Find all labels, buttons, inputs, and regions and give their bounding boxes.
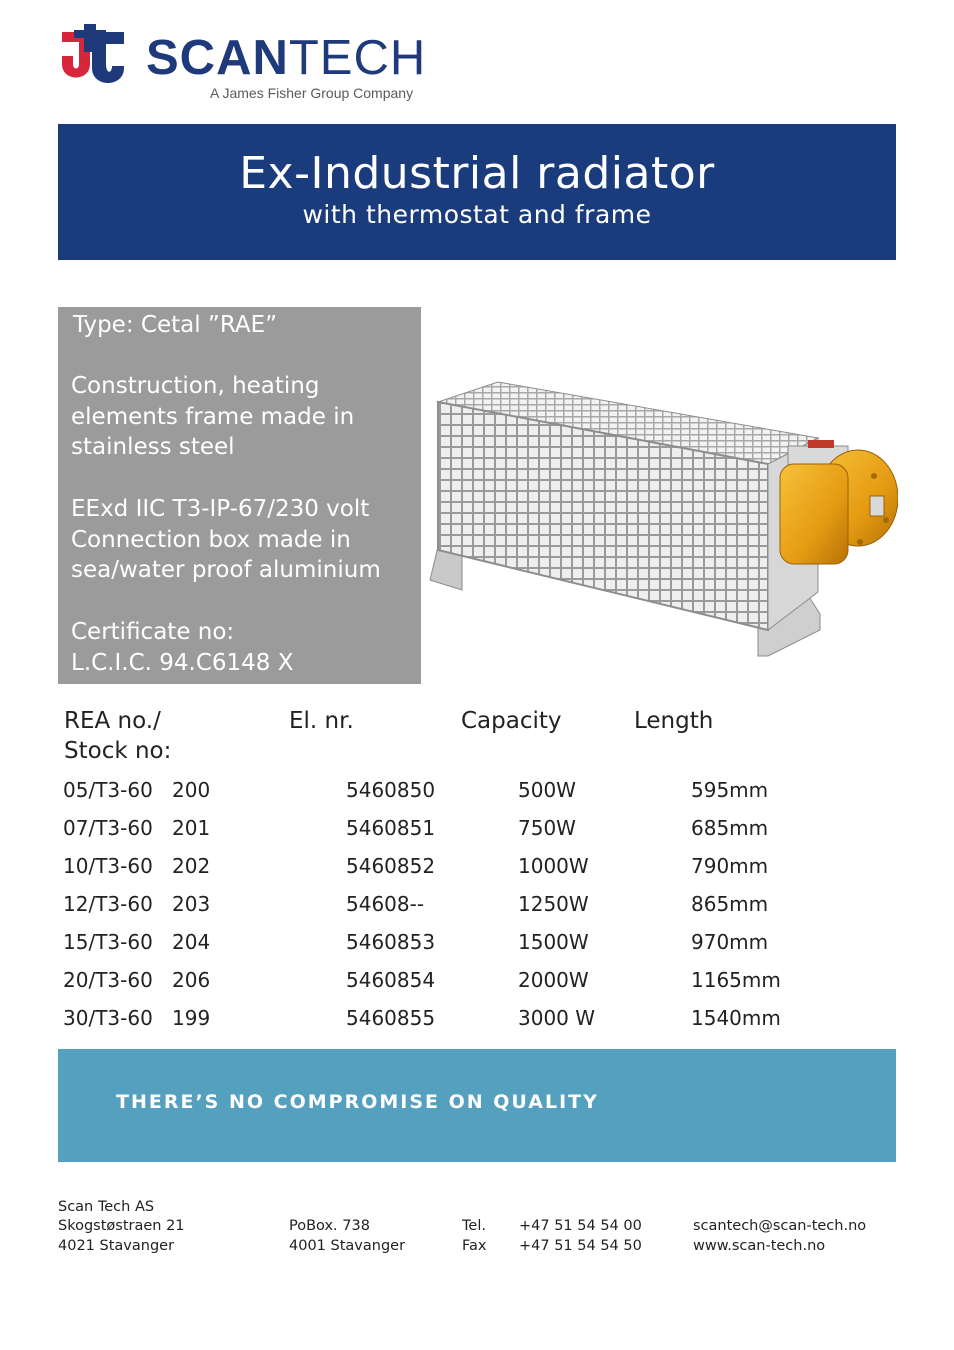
- header-length: Length: [634, 708, 714, 734]
- cell-capacity: 3000 W: [518, 1006, 596, 1030]
- cell-capacity: 500W: [518, 778, 576, 802]
- cell-rea-no: 15/T3-60: [63, 930, 153, 954]
- header-rea-no: REA no./: [64, 708, 161, 734]
- quality-slogan: THERE’S NO COMPROMISE ON QUALITY: [116, 1091, 599, 1113]
- cell-el-nr: 54608--: [346, 892, 425, 916]
- header-capacity: Capacity: [461, 708, 562, 734]
- cell-rea-no: 12/T3-60: [63, 892, 153, 916]
- footer-company: Scan Tech AS: [58, 1199, 155, 1215]
- spec-certificate-number: L.C.I.C. 94.C6148 X: [71, 650, 294, 676]
- cell-rea-no: 07/T3-60: [63, 816, 153, 840]
- cell-stock-no: 206: [172, 968, 211, 992]
- quality-banner: [58, 1049, 896, 1162]
- cell-stock-no: 202: [172, 854, 211, 878]
- cell-el-nr: 5460850: [346, 778, 436, 802]
- cell-capacity: 1500W: [518, 930, 589, 954]
- logo-wordmark-bold: SCAN: [146, 31, 289, 85]
- footer-pobox: PoBox. 738: [289, 1218, 370, 1234]
- cell-length: 1165mm: [691, 968, 781, 992]
- cell-length: 685mm: [691, 816, 769, 840]
- cell-length: 1540mm: [691, 1006, 781, 1030]
- page-subtitle: with thermostat and frame: [302, 200, 652, 229]
- company-logo: [60, 24, 440, 106]
- spec-rating: EExd IIC T3-IP-67/230 volt: [71, 496, 370, 522]
- cell-length: 790mm: [691, 854, 769, 878]
- cell-stock-no: 201: [172, 816, 211, 840]
- cell-el-nr: 5460854: [346, 968, 436, 992]
- spec-construction-line-2: elements frame made in: [71, 404, 355, 430]
- spec-certificate-label: Certificate no:: [71, 619, 235, 645]
- footer-city: 4021 Stavanger: [58, 1238, 175, 1254]
- cell-length: 865mm: [691, 892, 769, 916]
- footer-tel-label: Tel.: [462, 1218, 486, 1234]
- title-banner: [58, 124, 896, 260]
- cell-capacity: 750W: [518, 816, 576, 840]
- logo-tagline: A James Fisher Group Company: [210, 85, 414, 101]
- cell-length: 595mm: [691, 778, 769, 802]
- footer-tel: +47 51 54 54 00: [519, 1218, 642, 1234]
- cell-stock-no: 203: [172, 892, 211, 916]
- cell-rea-no: 20/T3-60: [63, 968, 153, 992]
- cell-el-nr: 5460853: [346, 930, 436, 954]
- footer-pocity: 4001 Stavanger: [289, 1238, 406, 1254]
- radiator-product-image: [428, 380, 898, 662]
- page-title: Ex-Industrial radiator: [239, 148, 715, 199]
- cell-el-nr: 5460852: [346, 854, 436, 878]
- header-stock-no: Stock no:: [64, 738, 172, 764]
- cell-stock-no: 200: [172, 778, 211, 802]
- cell-stock-no: 204: [172, 930, 211, 954]
- cell-rea-no: 05/T3-60: [63, 778, 153, 802]
- header-el-nr: El. nr.: [289, 708, 354, 734]
- footer-street: Skogstøstraen 21: [58, 1218, 185, 1234]
- cell-capacity: 1000W: [518, 854, 589, 878]
- cell-stock-no: 199: [172, 1006, 211, 1030]
- cell-el-nr: 5460855: [346, 1006, 436, 1030]
- cell-length: 970mm: [691, 930, 769, 954]
- spec-construction-line-1: Construction, heating: [71, 373, 320, 399]
- cell-rea-no: 10/T3-60: [63, 854, 153, 878]
- footer-fax-label: Fax: [462, 1238, 487, 1254]
- cell-el-nr: 5460851: [346, 816, 436, 840]
- spec-connection-line-1: Connection box made in: [71, 527, 351, 553]
- spec-connection-line-2: sea/water proof aluminium: [71, 557, 381, 583]
- spec-type: Type: Cetal ”RAE”: [73, 312, 278, 338]
- scantech-logo-mark-icon: [60, 24, 128, 90]
- footer-email-link[interactable]: scantech@scan-tech.no: [693, 1218, 867, 1234]
- cell-rea-no: 30/T3-60: [63, 1006, 153, 1030]
- spec-construction-line-3: stainless steel: [71, 434, 235, 460]
- footer-website-link[interactable]: www.scan-tech.no: [693, 1238, 826, 1254]
- logo-wordmark-thin: TECH: [288, 31, 427, 85]
- logo-wordmark: [146, 30, 426, 86]
- cell-capacity: 1250W: [518, 892, 589, 916]
- specification-box: [58, 307, 421, 684]
- footer-fax: +47 51 54 54 50: [519, 1238, 642, 1254]
- cell-capacity: 2000W: [518, 968, 589, 992]
